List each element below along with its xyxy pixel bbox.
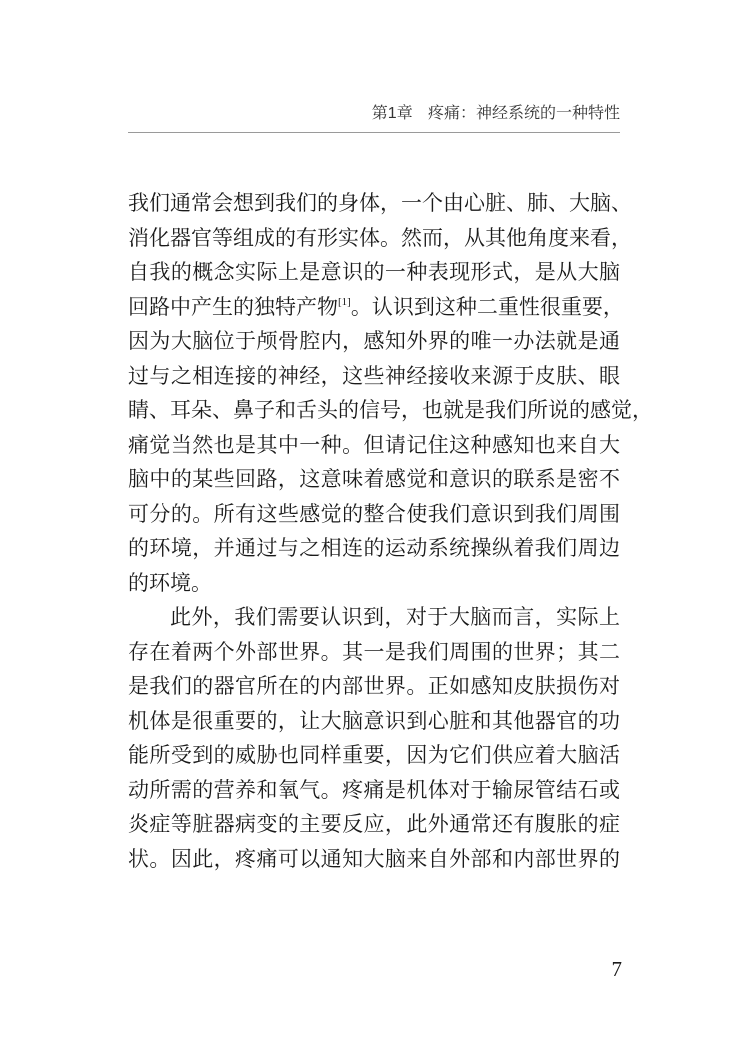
chapter-title: 疼痛：神经系统的一种特性: [427, 103, 620, 122]
text-line: 我们通常会想到我们的身体，一个由心脏、肺、大脑、: [128, 191, 632, 215]
text-line: 此外，我们需要认识到，对于大脑而言，实际上: [170, 605, 620, 629]
text-line: 状。因此，疼痛可以通知大脑来自外部和内部世界的: [128, 846, 620, 871]
paragraph-2: [128, 600, 620, 876]
text-line: 动所需的营养和氧气。疼痛是机体对于输尿管结石或: [128, 777, 620, 802]
chapter-label: 第1章: [371, 103, 413, 122]
page-number: 7: [611, 957, 622, 981]
text-line-with-citation: 回路中产生的独特产物[1]。认识到这种二重性很重要，: [128, 294, 624, 319]
text-line: 脑中的某些回路，这意味着感觉和意识的联系是密不: [128, 467, 620, 491]
text-line: 的环境，并通过与之相连的运动系统操纵着我们周边: [128, 536, 620, 560]
text-line: 痛觉当然也是其中一种。但请记住这种感知也来自大: [128, 432, 620, 457]
text-line: 能所受到的威胁也同样重要，因为它们供应着大脑活: [128, 743, 620, 767]
text-line: 机体是很重要的，让大脑意识到心脏和其他器官的功: [128, 708, 620, 733]
text-line: 消化器官等组成的有形实体。然而，从其他角度来看，: [128, 225, 632, 250]
text-line: 存在着两个外部世界。其一是我们周围的世界；其二: [128, 639, 620, 664]
text-line: 因为大脑位于颅骨腔内，感知外界的唯一办法就是通: [128, 329, 620, 353]
text-line: 的环境。: [128, 570, 212, 595]
running-header: [128, 100, 620, 123]
text-line: 炎症等脏器病变的主要反应，此外通常还有腹胀的症: [128, 812, 620, 836]
header-rule: [128, 132, 620, 133]
text-line: 是我们的器官所在的内部世界。正如感知皮肤损伤对: [128, 674, 620, 698]
text-line: 睛、耳朵、鼻子和舌头的信号，也就是我们所说的感觉，: [128, 398, 653, 422]
text-line: 可分的。所有这些感觉的整合使我们意识到我们周围: [128, 501, 620, 526]
body-text: [128, 186, 653, 876]
text-line: 自我的概念实际上是意识的一种表现形式，是从大脑: [128, 260, 620, 284]
text-line: 过与之相连接的神经，这些神经接收来源于皮肤、眼: [128, 363, 620, 388]
paragraph-1: [128, 186, 653, 600]
citation-marker[interactable]: [1]: [338, 295, 351, 308]
